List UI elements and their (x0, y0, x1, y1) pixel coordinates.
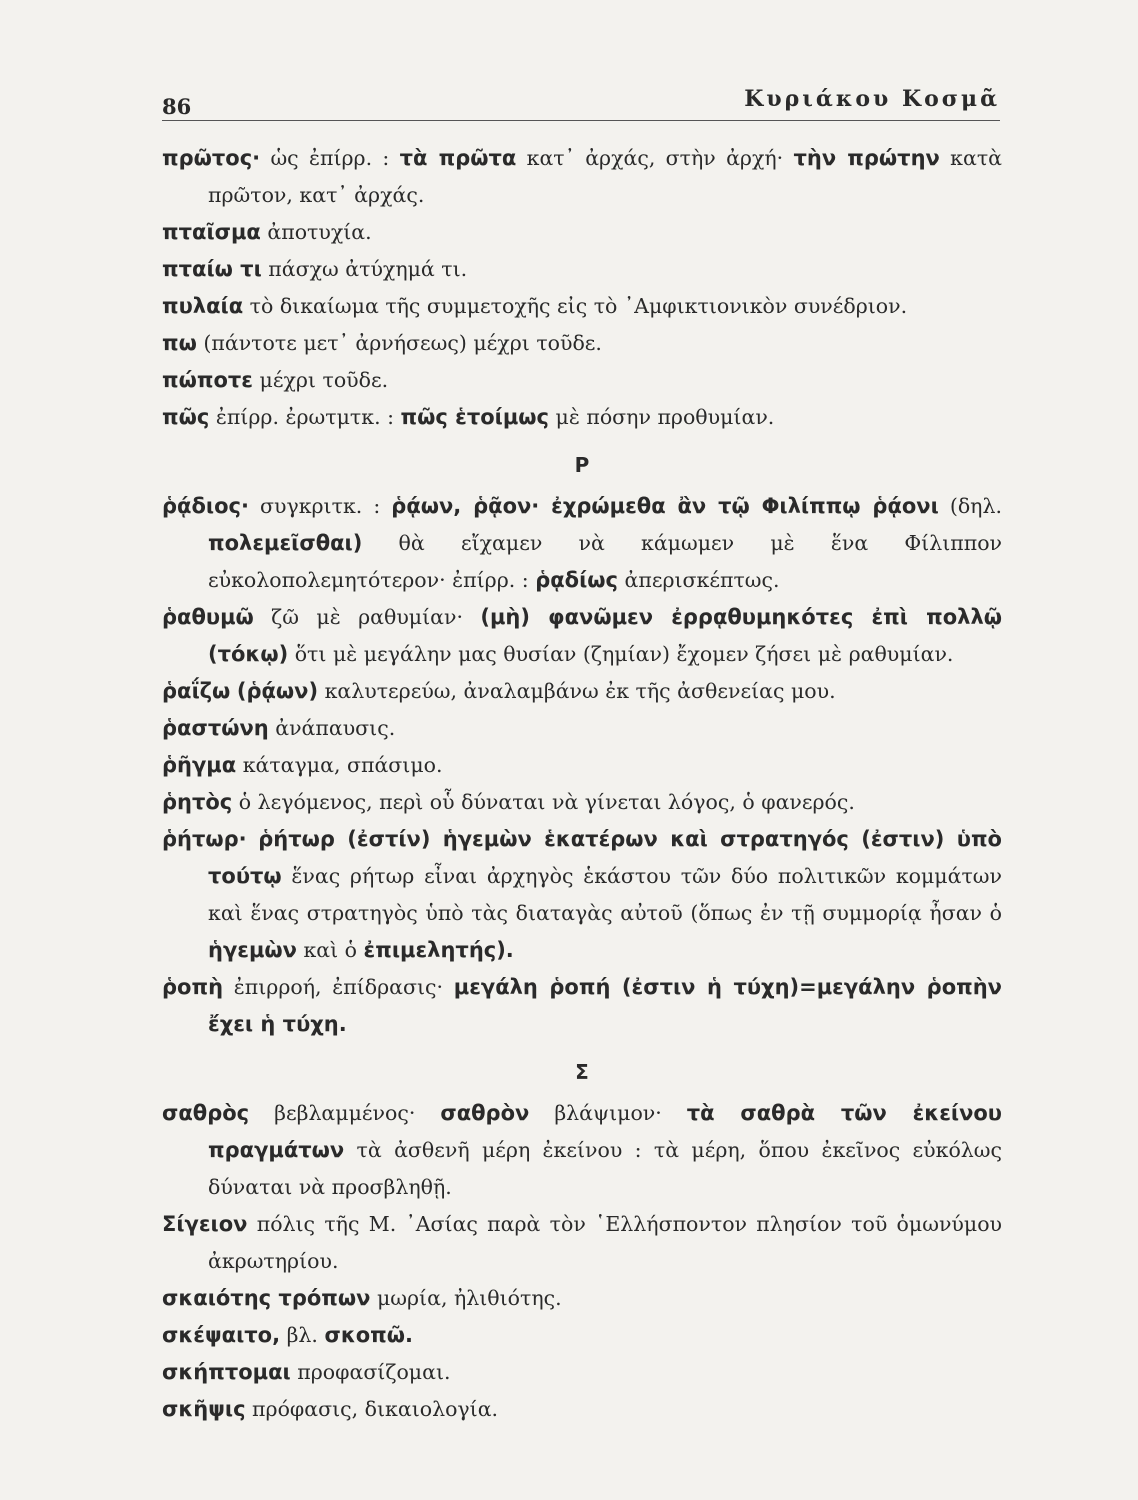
entry-definition-text: μέχρι τοῦδε. (253, 368, 389, 392)
entry-definition-text: ζῶ μὲ ραθυμίαν· (253, 605, 481, 629)
entry-definition-text: μὲ πόσην προθυμίαν. (549, 405, 775, 429)
entry-definition-text: βεβλαμμένος· (249, 1101, 441, 1125)
dictionary-entry (162, 710, 1002, 747)
entry-headword: ῥᾴδιος· (162, 494, 249, 518)
entry-definition-text: κάταγμα, σπάσιμο. (236, 753, 443, 777)
entry-headword: σκέψαιτο, (162, 1323, 281, 1347)
entry-definition-text: (δηλ. (938, 494, 1002, 518)
entry-headword: ῥήτωρ· (162, 827, 247, 851)
entry-bold-phrase: τὰ σαθρὰ τῶν ἐκείνου πραγμάτων (208, 1101, 1002, 1162)
dictionary-entry (162, 288, 1002, 325)
entry-definition-text: μωρία, ἠλιθιότης. (370, 1286, 562, 1310)
entry-definition-text: θὰ εἴχαμεν νὰ κάμωμεν μὲ ἕνα Φίλιππον εὐκολοπολεμητότερον· ἐπίρρ. : (208, 531, 1002, 592)
entry-definition-text: βλ. (280, 1323, 325, 1347)
dictionary-entry (162, 362, 1002, 399)
entry-headword: πῶς (162, 405, 210, 429)
entry-definition-text: ἀνάπαυσις. (268, 716, 396, 740)
entry-definition-text: ἀπερισκέπτως. (618, 568, 780, 592)
entry-bold-phrase: πολεμεῖσθαι) (208, 531, 363, 555)
entry-group-pi (162, 140, 1002, 436)
dictionary-entry (162, 1095, 1002, 1206)
dictionary-entry (162, 1317, 1002, 1354)
dictionary-entry (162, 325, 1002, 362)
dictionary-entry (162, 1280, 1002, 1317)
entry-definition-text: πρόφασις, δικαιολογία. (245, 1397, 499, 1421)
entry-definition-text: πάσχω ἀτύχημά τι. (261, 257, 468, 281)
entry-definition-text: τὰ ἀσθενῆ μέρη ἐκείνου : τὰ μέρη, ὅπου ἐκεῖνος εὐκόλως δύναται νὰ προσβληθῇ. (208, 1138, 1002, 1199)
entry-bold-phrase: ἡγεμὼν (208, 938, 297, 962)
entry-definition-text: ὡς ἐπίρρ. : (260, 146, 400, 170)
entry-definition-text: (πάντοτε μετ᾽ ἀρνήσεως) μέχρι τοῦδε. (196, 331, 602, 355)
entries-column (162, 140, 1002, 1428)
entry-bold-phrase: σκοπῶ. (324, 1323, 414, 1347)
page-header (162, 80, 1000, 121)
dictionary-entry (162, 251, 1002, 288)
entry-bold-phrase: τὰ πρῶτα (399, 146, 517, 170)
entry-definition-text: ἕνας ρήτωρ εἶναι ἀρχηγὸς ἑκάστου τῶν δύο πολιτικῶν κομμάτων καὶ ἕνας στρατηγὸς ὑπὸ τὰς διαταγὰς αὐτοῦ (ὅπως ἐν τῇ συμμορίᾳ ἦσαν ὁ (208, 864, 1002, 925)
entry-definition-text: προφασίζομαι. (290, 1360, 451, 1384)
entry-definition-text: συγκριτκ. : (248, 494, 392, 518)
entry-bold-phrase: ῥᾴων, ῥᾷον· ἐχρώμεθα ἂν τῷ Φιλίππῳ ῥᾴονι (391, 494, 939, 518)
dictionary-entry (162, 399, 1002, 436)
entry-headword: σκαιότης τρόπων (162, 1286, 371, 1310)
dictionary-entry (162, 747, 1002, 784)
page-number: 86 (162, 94, 192, 119)
entry-definition-text: καλυτερεύω, ἀναλαμβάνω ἐκ τῆς ἀσθενείας μου. (318, 679, 836, 703)
entry-headword: ῥῆγμα (162, 753, 237, 777)
entry-headword: ῥοπὴ (162, 975, 224, 999)
entry-bold-phrase: σαθρὸν (440, 1101, 530, 1125)
entry-definition-text: τὸ δικαίωμα τῆς συμμετοχῆς εἰς τὸ ᾿Αμφικτιονικὸν συνέδριον. (243, 294, 908, 318)
dictionary-entry (162, 140, 1002, 214)
dictionary-entry (162, 599, 1002, 673)
entry-definition-text: κατὰ πρῶτον, κατ᾽ ἀρχάς. (208, 146, 1002, 207)
dictionary-entry (162, 1206, 1002, 1280)
entry-definition-text: ἐπιρροή, ἐπίδρασις· (223, 975, 454, 999)
running-head: Κυριάκου Κοσμᾶ (744, 86, 1000, 112)
entry-definition-text: καὶ ὁ (296, 938, 364, 962)
entry-headword: ῥαστώνη (162, 716, 269, 740)
entry-headword: σαθρὸς (162, 1101, 250, 1125)
entry-definition-text: ἀποτυχία. (260, 220, 372, 244)
entry-bold-phrase: (μὴ) φανῶμεν ἐρρᾳθυμηκότες ἐπὶ πολλῷ (τόκῳ) (208, 605, 1002, 666)
entry-definition-text: βλάψιμον· (529, 1101, 687, 1125)
entry-bold-phrase: ῥᾳδίως (535, 568, 618, 592)
entry-headword: Σίγειον (162, 1212, 248, 1236)
entry-definition-text: ἐπίρρ. ἐρωτμτκ. : (209, 405, 401, 429)
entry-headword: πρῶτος· (162, 146, 261, 170)
dictionary-entry (162, 821, 1002, 969)
section-letter-rho: Ρ (574, 453, 590, 477)
entry-definition-text: κατ᾽ ἀρχάς, στὴν ἀρχή· (516, 146, 794, 170)
entry-headword: πταῖσμα (162, 220, 261, 244)
dictionary-entry (162, 673, 1002, 710)
entry-bold-phrase: μεγάλη ῥοπή (ἐστιν ἡ τύχη)=μεγάλην ῥοπὴν ἔχει ἡ τύχη. (208, 975, 1002, 1036)
entry-definition-text: ὁ λεγόμενος, περὶ οὗ δύναται νὰ γίνεται λόγος, ὁ φανερός. (232, 790, 855, 814)
entry-headword: σκῆψις (162, 1397, 246, 1421)
entry-group-rho (162, 488, 1002, 1043)
entry-headword: ῥητὸς (162, 790, 233, 814)
dictionary-entry (162, 784, 1002, 821)
entry-bold-phrase: ἐπιμελητής). (363, 938, 514, 962)
entry-definition-text: ὅτι μὲ μεγάλην μας θυσίαν (ζημίαν) ἔχομεν ζήσει μὲ ραθυμίαν. (288, 642, 954, 666)
entry-definition-text (247, 827, 259, 851)
entry-headword: πυλαία (162, 294, 244, 318)
entry-bold-phrase: (ῥᾴων) (236, 679, 319, 703)
entry-headword: σκήπτομαι (162, 1360, 291, 1384)
entry-headword: πώποτε (162, 368, 253, 392)
entry-headword: πω (162, 331, 197, 355)
dictionary-entry (162, 1354, 1002, 1391)
dictionary-entry (162, 1391, 1002, 1428)
entry-bold-phrase: πῶς ἑτοίμως (400, 405, 550, 429)
entry-bold-phrase: ῥήτωρ (ἐστίν) ἡγεμὼν ἑκατέρων καὶ στρατηγός (ἐστιν) ὑπὸ τούτῳ (208, 827, 1002, 888)
dictionary-entry (162, 969, 1002, 1043)
entry-group-sigma (162, 1095, 1002, 1428)
entry-headword: πταίω τι (162, 257, 262, 281)
entry-headword: ῥαΐζω (162, 679, 231, 703)
dictionary-entry (162, 214, 1002, 251)
dictionary-entry (162, 488, 1002, 599)
section-letter-sigma: Σ (575, 1060, 589, 1084)
entry-bold-phrase: τὴν πρώτην (793, 146, 940, 170)
entry-headword: ῥαθυμῶ (162, 605, 254, 629)
entry-definition-text: πόλις τῆς Μ. ᾿Ασίας παρὰ τὸν ῾Ελλήσποντον πλησίον τοῦ ὁμωνύμου ἀκρωτηρίου. (208, 1212, 1002, 1273)
